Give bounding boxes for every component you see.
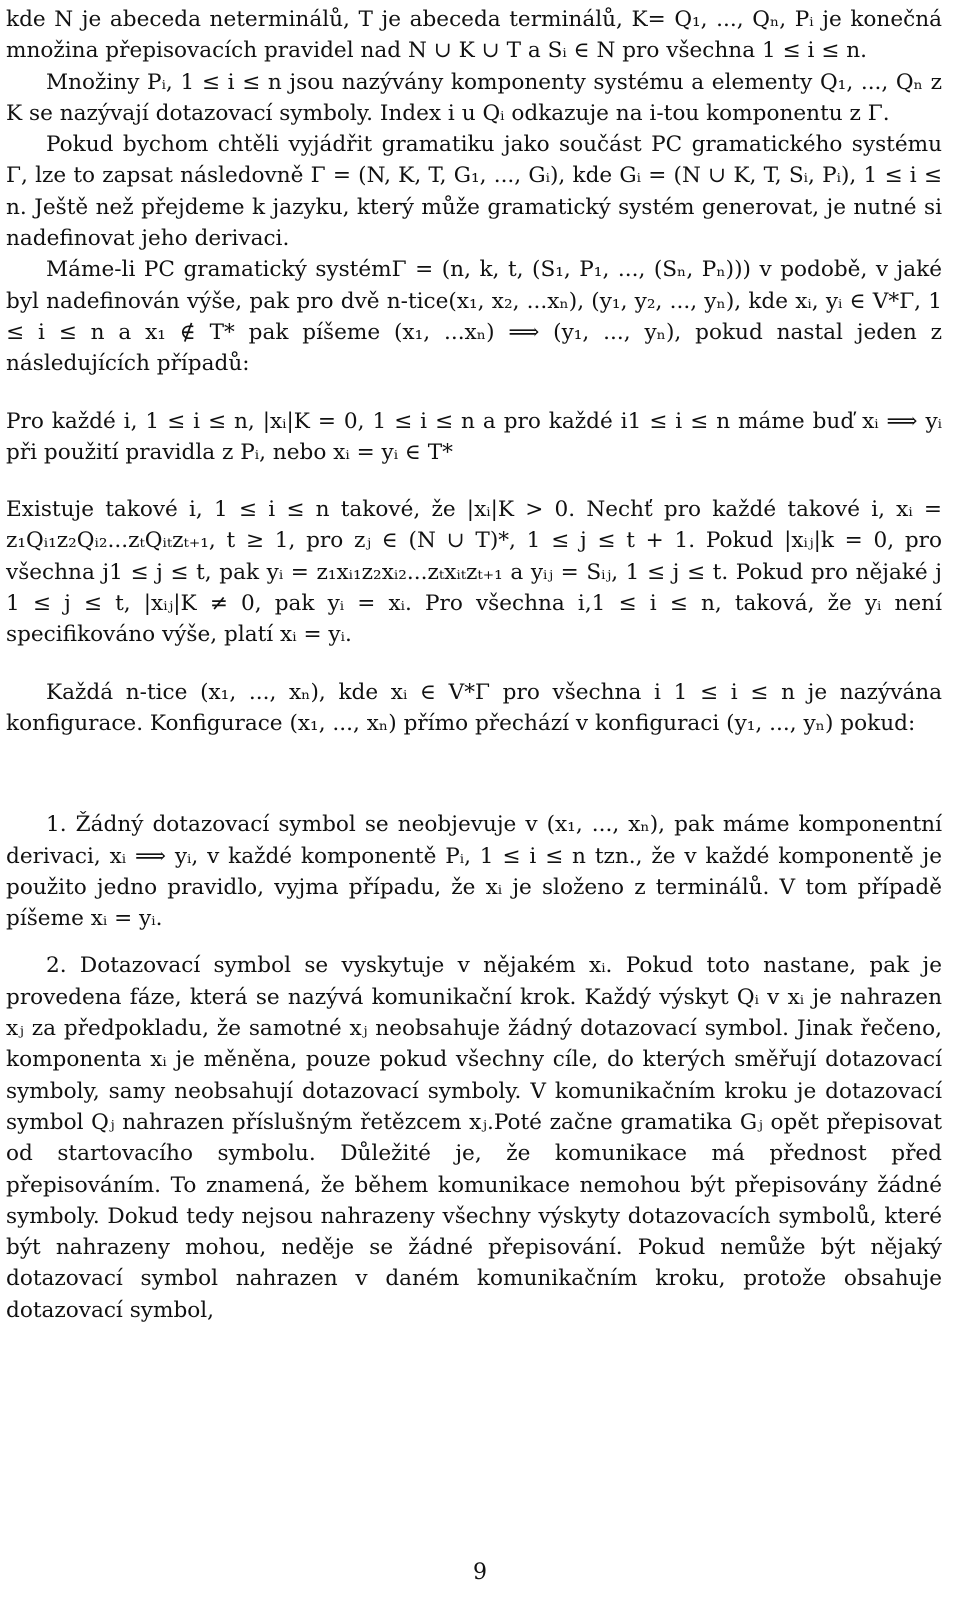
paragraph-grammar-system: Pokud bychom chtěli vyjádřit gramatiku jako součást PC gramatického systému Γ, lze to zapsat následovně Γ = (N, K, T, G₁, ..., Gᵢ), kde Gᵢ = (N ∪ K, T, Sᵢ, Pᵢ), 1 ≤ i ≤ n. Ještě než přejdeme k jazyku, který může gramatický systém generovat, je nutné si nadefinovat jeho derivaci. xyxy=(6,132,942,252)
paragraph-derivation: Máme-li PC gramatický systémΓ = (n, k, t, (S₁, P₁, ..., (Sₙ, Pₙ))) v podobě, v jaké byl nadefinován výše, pak pro dvě n-tice(x₁, x₂, ...xₙ), (y₁, y₂, ..., yₙ), kde xᵢ, yᵢ ∈ V*Γ, 1 ≤ i ≤ n a x₁ ∉ T* pak píšeme (x₁, ...xₙ) ⟹ (y₁, ..., yₙ), pokud nastal jeden z následujících případů: xyxy=(6,257,942,377)
page-number: 9 xyxy=(473,1560,487,1585)
list-item-component-derivation: 1. Žádný dotazovací symbol se neobjevuje v (x₁, ..., xₙ), pak máme komponentní derivaci, xᵢ ⟹ yᵢ, v každé komponentě Pᵢ, 1 ≤ i ≤ n tzn., že v každé komponentě je použito jedno pravidlo, vyjma případu, že xᵢ je složeno z terminálů. V tom případě píšeme xᵢ = yᵢ. xyxy=(6,812,942,932)
paragraph-case-rewriting: Pro každé i, 1 ≤ i ≤ n, |xᵢ|K = 0, 1 ≤ i ≤ n a pro každé i1 ≤ i ≤ n máme buď xᵢ ⟹ yᵢ při použití pravidla z Pᵢ, nebo xᵢ = yᵢ ∈ T* xyxy=(6,408,942,465)
paragraph-configuration: Každá n-tice (x₁, ..., xₙ), kde xᵢ ∈ V*Γ pro všechna i 1 ≤ i ≤ n je nazývána konfigurace. Konfigurace (x₁, ..., xₙ) přímo přechází v konfiguraci (y₁, ..., yₙ) pokud: xyxy=(6,679,942,736)
list-item-communication-step: 2. Dotazovací symbol se vyskytuje v nějakém xᵢ. Pokud toto nastane, pak je provedena fáze, která se nazývá komunikační krok. Každý výskyt Qᵢ v xᵢ je nahrazen xⱼ za předpokladu, že samotné xⱼ neobsahuje žádný dotazovací symbol. Jinak řečeno, komponenta xᵢ je měněna, pouze pokud všechny cíle, do kterých směřují dotazovací symboly, samy neobsahují dotazovací symboly. V komunikačním kroku je dotazovací symbol Qⱼ nahrazen příslušným řetězcem xⱼ.Poté začne gramatika Gⱼ opět přepisovat od startovacího symbolu. Důležité je, že komunikace má přednost před přepisováním. To znamená, že během komunikace nemohou být přepisovány žádné symboly. Dokud tedy nejsou nahrazeny všechny výskyty dotazovacích symbolů, které být nahrazeny mohou, neděje se žádné přepisování. Pokud nemůže být nějaký dotazovací symbol nahrazen v daném komunikačním kroku, protože obsahuje dotazovací symbol, xyxy=(6,953,942,1323)
paragraph-components: Množiny Pᵢ, 1 ≤ i ≤ n jsou nazývány komponenty systému a elementy Q₁, ..., Qₙ z K se nazývají dotazovací symboly. Index i u Qᵢ odkazuje na i-tou komponentu z Γ. xyxy=(6,69,942,126)
document-page xyxy=(6,4,942,1326)
paragraph-definition-intro: kde N je abeceda neterminálů, T je abeceda terminálů, K= Q₁, ..., Qₙ, Pᵢ je konečná množina přepisovacích pravidel nad N ∪ K ∪ T a Sᵢ ∈ N pro všechna 1 ≤ i ≤ n. xyxy=(6,7,942,64)
paragraph-case-query: Existuje takové i, 1 ≤ i ≤ n takové, že |xᵢ|K > 0. Nechť pro každé takové i, xᵢ = z₁Qᵢ₁z₂Qᵢ₂...zₜQᵢₜzₜ₊₁, t ≥ 1, pro zⱼ ∈ (N ∪ T)*, 1 ≤ j ≤ t + 1. Pokud |xᵢⱼ|k = 0, pro všechna j1 ≤ j ≤ t, pak yᵢ = z₁xᵢ₁z₂xᵢ₂...zₜxᵢₜzₜ₊₁ a yᵢⱼ = Sᵢⱼ, 1 ≤ j ≤ t. Pokud pro nějaké j 1 ≤ j ≤ t, |xᵢⱼ|K ≠ 0, pak yᵢ = xᵢ. Pro všechna i,1 ≤ i ≤ n, taková, že yᵢ není specifikováno výše, platí xᵢ = yᵢ. xyxy=(6,497,942,648)
